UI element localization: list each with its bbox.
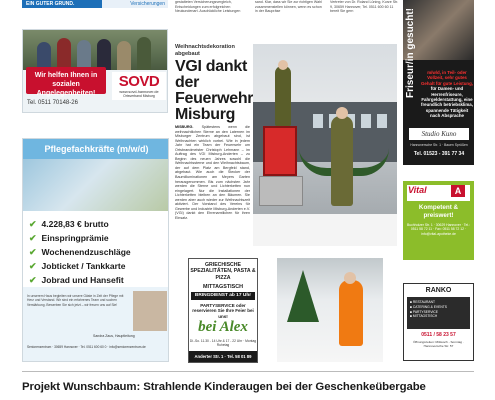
person-figure: [137, 37, 151, 70]
pflege-benefit-list: [29, 217, 167, 287]
top-snippet-3: Vertreter von Dr. Roland Lüning, Kurze Str. 9, 30659 Hannover, Tel. 0511 600 60 11 bereit Sie gern: [330, 0, 399, 14]
article-headline[interactable]: VGI dankt der Feuerwehr Misburg: [175, 58, 254, 123]
worker-head: [344, 272, 356, 284]
pflege-room-photo: [23, 159, 169, 211]
greek-hours: Di.-So. 11.30 - 14 Uhr & 17 - 22 Uhr · Montag Ruhetag: [189, 339, 257, 348]
firefighter-figure: [331, 116, 353, 206]
firefighter-figure: [275, 66, 291, 126]
greek-headline: GRIECHISCHE SPEZIALITÄTEN, PASTA & PIZZA: [190, 262, 256, 281]
hairdresser-text-white: für Damen- und Herrenfriseure, Fahrgelderstattung, eine freundlich betriebsklima, spannende Tätigkeit nach Absprache: [421, 86, 473, 119]
hairdresser-text: [421, 70, 473, 119]
sovd-subtitle: Ortsverband Misburg: [123, 94, 155, 98]
check-icon: ✔: [29, 261, 37, 271]
firefighter-head: [278, 60, 288, 70]
vital-claim: Kompetent & preiswert!: [418, 204, 459, 219]
list-item: ■ PARTYSERVICE: [410, 309, 439, 314]
firefighter-head: [336, 107, 348, 119]
person-figure: [77, 40, 91, 70]
window-shape: [313, 114, 323, 128]
hairdresser-text-red: m/w/d, in Teil- oder Vollzeit, sehr gutes Gehalt für gute Leistung,: [421, 70, 473, 86]
top-snippet-2: sand. Klar, dass wir Sie zur richtigen Wahl zusammenstellen können, wenn es schon in der Baupräse: [255, 0, 322, 14]
hairdresser-logo: Studio Kuno: [409, 128, 469, 140]
pflege-contact-photo: [133, 291, 167, 331]
list-item: ■ CATERING & EVENTS: [410, 304, 447, 309]
sovd-group-photo: [23, 30, 168, 70]
top-snippet-1: gestalteten Versicherungsvergleich, Entscheidungen zum erfolgreichen Neukundenart. Ausdrückliche Leistungen: [175, 0, 241, 14]
worker-figure: [339, 280, 363, 346]
lift-platform: [263, 126, 297, 176]
article-photo-firefighters: [253, 44, 397, 246]
pflege-signature: Sandra Zaus, Hauptleitung: [93, 334, 135, 338]
sovd-url[interactable]: www.sovd-hannover.de: [119, 90, 159, 94]
sovd-logo-box: [112, 72, 166, 100]
ranko-advertisement[interactable]: [403, 283, 474, 361]
hairdresser-advertisement[interactable]: [403, 0, 474, 165]
vital-address: Buchholzer Str. 1 · 30629 Hannover · Tel.: 0511 58 72 11 · Fax: 0511 58 72 12 · info@vital-apotheke.de: [406, 223, 471, 236]
tree-removal-photo: [277, 258, 383, 362]
ranko-footer: Öffnungszeiten: Mittwoch - Sonntag · Hannoversche Str. 57: [413, 340, 464, 349]
check-icon: ✔: [29, 219, 37, 229]
list-item: ✔ Jobticket / Tankkarte: [29, 261, 126, 271]
pflege-job-advertisement[interactable]: [22, 138, 169, 362]
list-item: ■ MITTAGSTISCH: [410, 314, 438, 319]
check-icon: ✔: [29, 247, 37, 257]
list-item: ■ RESTAURANT: [410, 300, 436, 304]
ranko-services: [410, 300, 466, 319]
hairdresser-address: Hannoversche Str. 1 · Bauen Sprüßen: [410, 143, 468, 147]
window-shape: [377, 114, 387, 128]
greek-delivery: BRINGDIENST ab 17 Uhr: [191, 292, 255, 300]
check-icon: ✔: [29, 233, 37, 243]
ranko-phone: 0511 / 58 23 57: [421, 332, 456, 338]
greek-restaurant-advertisement[interactable]: [188, 258, 258, 363]
top-snippet-left: [22, 10, 168, 26]
christmas-tree: [287, 270, 319, 322]
greek-lunch: MITTAGSTISCH: [202, 284, 244, 290]
greek-logo: bei Alex: [198, 319, 248, 335]
hairdresser-phone: Tel. 01523 - 391 77 34: [413, 151, 465, 157]
header-strip-label: EIN GUTER GRUND.: [22, 0, 168, 8]
pflege-address: Seniorenzentrum · 30659 Hannover · Tel. 0511 600 60 0 · info@seniorenzentrum.de: [27, 345, 146, 349]
vital-logo: Vital: [408, 185, 427, 195]
article-kicker: Weihnachtsdekoration abgebaut: [175, 44, 235, 57]
sovd-logo: SOVD: [118, 73, 160, 90]
pflege-header: Pflegefachkräfte (m/w/d): [23, 139, 169, 159]
list-item: ✔ Jobrad und Hansefit: [29, 275, 124, 285]
check-icon: ✔: [29, 275, 37, 285]
greek-party: PARTYSERVICE oder reservieren Sie Ihre Feier bei uns!: [192, 303, 254, 319]
sovd-phone: Tel. 0511 70148-26: [27, 100, 78, 106]
window-shape: [361, 114, 371, 128]
list-item: ✔ Einspringprämie: [29, 233, 109, 243]
lift-base: [259, 176, 303, 206]
person-figure: [97, 39, 111, 70]
snow-ground: [253, 214, 397, 246]
person-figure: [57, 38, 71, 70]
header-strip-sublabel: Versicherungen: [102, 0, 168, 8]
next-article-headline[interactable]: Projekt Wunschbaum: Strahlende Kinderaugen bei der Geschenkeübergabe: [22, 381, 426, 393]
vital-pharmacy-advertisement[interactable]: [403, 181, 474, 260]
section-divider: [22, 371, 474, 372]
hairdresser-vertical-title: Friseur/in gesucht!: [405, 7, 416, 98]
person-figure: [37, 42, 51, 70]
greek-address: Anderter Str. 1 · Tel. 58 01 89: [189, 351, 257, 362]
list-item: ✔ Wochenendzuschläge: [29, 247, 131, 257]
list-item: ✔ 4.228,83 € brutto: [29, 219, 109, 229]
article-lead: MISBURG.: [175, 125, 194, 129]
article-text: Spätestens wenn die weihnachtlichen Sterne an den Laternen im Misburger Zentrum abgebaut sind, ist Weihnachten wirklich vorbei. Wie in jedem Jahr hat ein Team der Feuerwehr um Ortsbrandmeister Christoph Lehmann – im Auftrag des VGI Misburg-Anderten – zu Beginn des neuen Jahres sowohl die Weihnachtssterne und den Weihnachtsbaum, der auf dem Platz am Bergfeld stand, abgebaut. Wie auch die Stecker der Baumilluminationen am Meyers Garten herausgenommen. Bis zum nächsten Jahr werden die Sterne und Lichterketten nun eingelagert. Nur die Installationen der Lichterketten bleiben an den Bäumen. Sie werden aber auch wieder zur Weihnachtszeit aktiviert. Der Vorstand des Vereins für Gewerbe und Industrie Misburg-Anderten e.V. (VGI) dankt den Ehrenamtlichen für ihren Einsatz.: [175, 125, 250, 220]
article-body: [175, 125, 250, 220]
person-figure: [117, 41, 131, 70]
pharmacy-a-icon: A: [451, 185, 465, 197]
sovd-advertisement[interactable]: [22, 29, 168, 113]
ranko-logo: RANKO: [425, 287, 452, 294]
sovd-claim: Wir helfen Ihnen in sozialen Angelegenheiten!: [26, 67, 106, 94]
pflege-footer-text: In unserem Haus begleiten wir unsere Gäste in Zeit der Pflege mit Herz und Verstand. Wir sind ein erfahrenes Team und suchen Verstärkung. Bewerben Sie sich jetzt – wir freuen uns auf Sie!: [27, 294, 124, 307]
